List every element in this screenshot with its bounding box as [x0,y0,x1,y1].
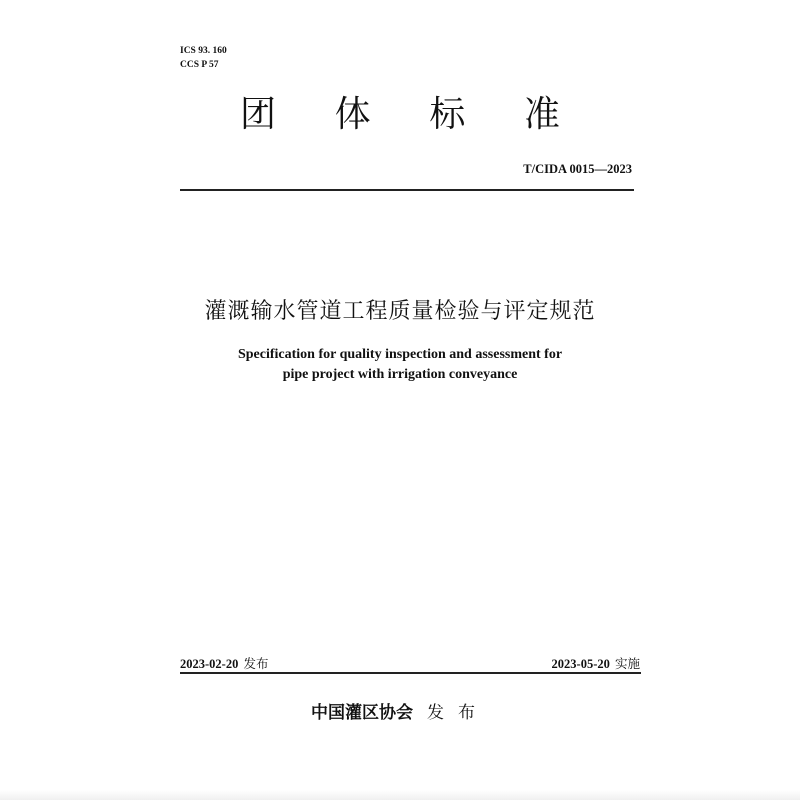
publisher-name: 中国灌区协会 [311,703,413,723]
publish-date-label: 发布 [243,656,269,671]
title-english-line: pipe project with irrigation conveyance [282,367,518,382]
page-edge-shadow [0,790,800,800]
ccs-code: CCS P 57 [180,60,219,70]
standard-number: T/CIDA 0015—2023 [523,162,632,176]
classification-codes [180,44,227,72]
standard-type-char: 团 [240,94,277,135]
publisher-action: 发布 [427,703,489,723]
title-english-line: Specification for quality inspection and assessment for [237,347,563,362]
bottom-divider [180,672,641,674]
standard-type-char: 体 [334,94,371,135]
standard-type-char: 准 [523,94,560,135]
title-chinese: 灌溉输水管道工程质量检验与评定规范 [204,299,596,324]
standard-type-heading [180,86,620,137]
publisher-line [200,698,600,723]
top-divider [180,189,634,191]
implement-date-label: 实施 [614,656,640,671]
publish-date-value: 2023-02-20 [180,657,239,671]
standard-type-char: 标 [429,94,466,135]
title-english [140,345,660,385]
implement-date [552,654,640,672]
implement-date-value: 2023-05-20 [551,657,610,671]
ics-code: ICS 93. 160 [180,46,227,56]
publish-date [180,654,268,672]
